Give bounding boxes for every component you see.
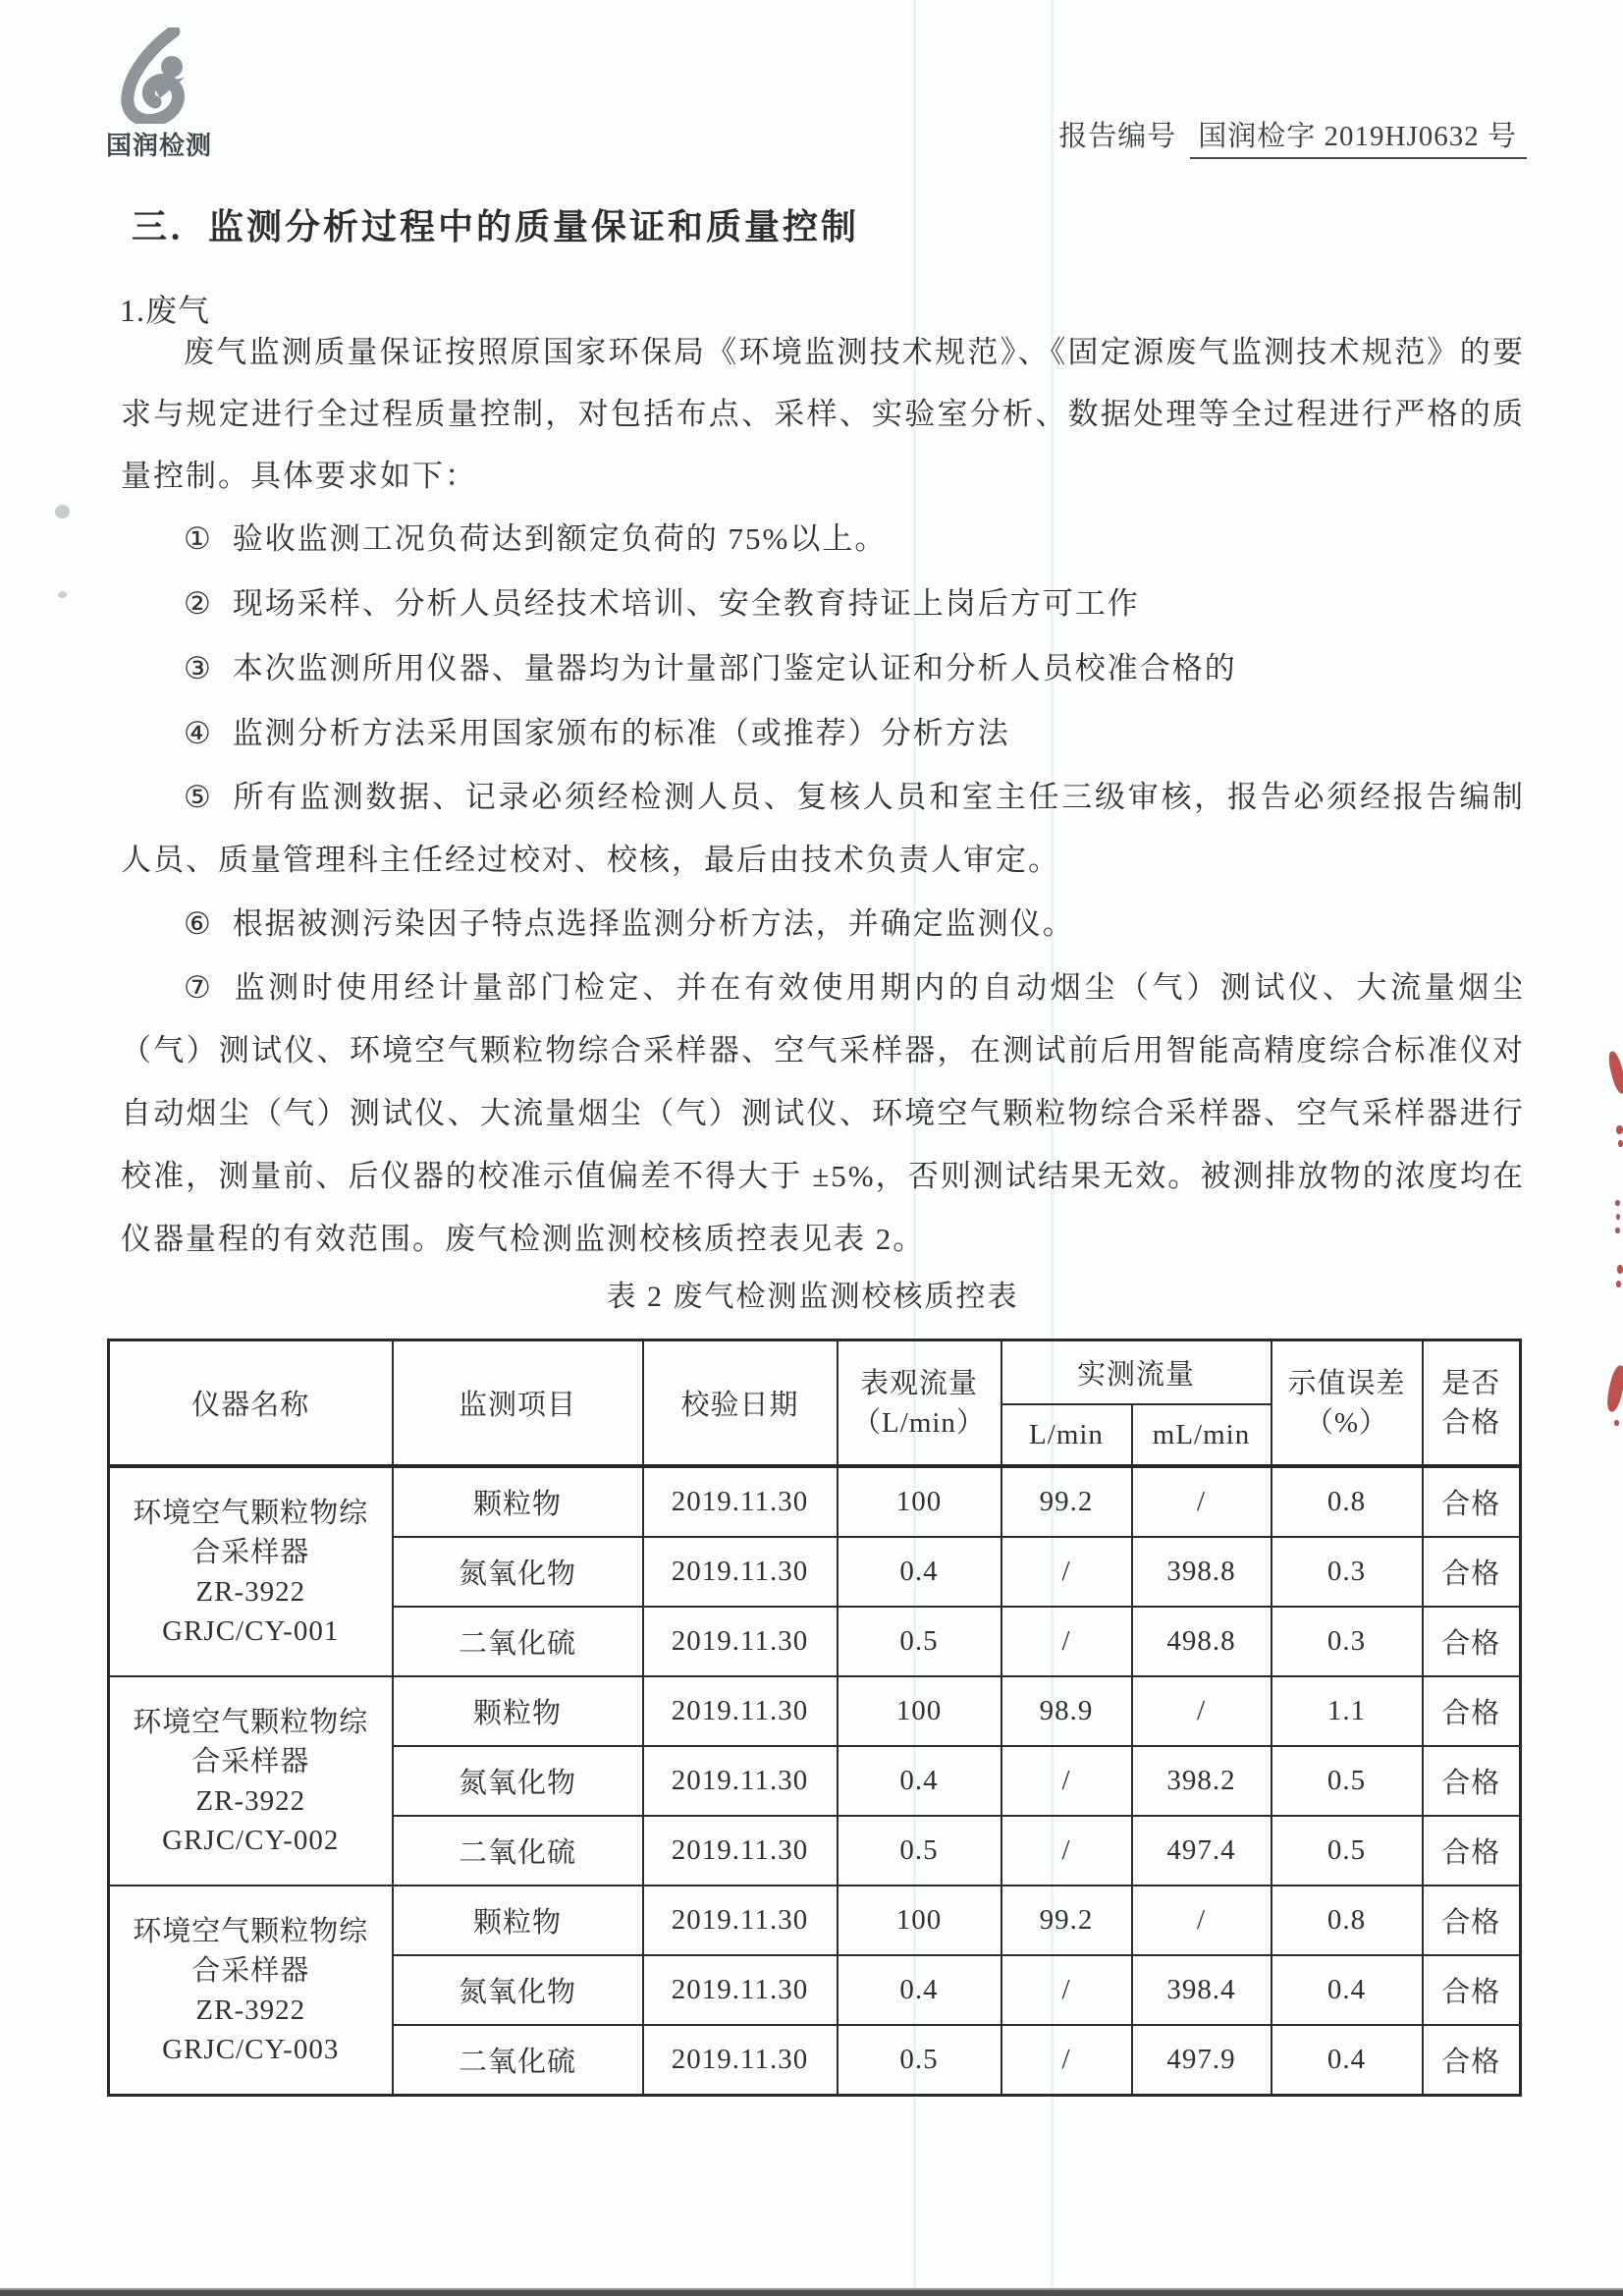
item-text: 现场采样、分析人员经技术培训、安全教育持证上岗后方可工作 (232, 586, 1140, 621)
instrument-cell-cy001 (109, 1466, 393, 1676)
cell-pass: 合格 (1423, 1466, 1521, 1537)
col-header-apparent-flow (838, 1340, 1001, 1467)
table-caption: 表 2 废气检测监测校核质控表 (606, 1281, 1019, 1313)
cell-mlmin: 398.4 (1132, 1955, 1271, 2025)
cell-date: 2019.11.30 (643, 2025, 838, 2096)
cell-date: 2019.11.30 (643, 1607, 838, 1676)
instrument-line: 环境空气颗粒物综 (133, 1915, 369, 1947)
cell-mlmin: / (1132, 1676, 1271, 1746)
cell-pass: 合格 (1423, 1816, 1521, 1886)
red-edge-mark (1614, 1420, 1619, 1426)
cell-item: 颗粒物 (393, 1466, 643, 1537)
cell-pass: 合格 (1423, 1955, 1521, 2025)
report-number-value: 国润检字 2019HJ0632 号 (1190, 121, 1527, 159)
cell-apparent: 0.5 (838, 2025, 1001, 2096)
cell-mlmin: / (1132, 1466, 1271, 1537)
col-header-pass-line1: 是否 (1441, 1367, 1501, 1399)
cell-pass: 合格 (1423, 1607, 1521, 1676)
cell-lmin: / (1001, 2025, 1132, 2096)
item-text: 监测分析方法采用国家颁布的标准（或推荐）分析方法 (232, 716, 1010, 750)
item-number: ③ (184, 651, 213, 685)
instrument-line: ZR-3922 (195, 1994, 306, 2026)
instrument-line: 环境空气颗粒物综 (133, 1497, 369, 1529)
item-text: 根据被测污染因子特点选择监测分析方法，并确定监测仪。 (232, 906, 1075, 941)
item-number: ⑤ (184, 780, 214, 814)
instrument-line: ZR-3922 (195, 1784, 306, 1817)
instrument-line: GRJC/CY-002 (162, 1824, 340, 1856)
item-text: 所有监测数据、记录必须经检测人员、复核人员和室主任三级审核，报告必须经报告编制人员、质量管理科主任经过校对、校核，最后由技术负责人审定。 (121, 780, 1525, 877)
instrument-line: GRJC/CY-001 (162, 1614, 340, 1647)
col-header-instrument: 仪器名称 (109, 1340, 393, 1467)
cell-apparent: 0.4 (838, 1746, 1001, 1816)
cell-item: 颗粒物 (393, 1886, 643, 1955)
scan-bottom-edge (0, 2288, 1623, 2296)
cell-pass: 合格 (1423, 1746, 1521, 1816)
cell-mlmin: 497.9 (1132, 2025, 1271, 2096)
red-edge-mark (1618, 1140, 1623, 1147)
cell-apparent: 0.4 (838, 1955, 1001, 2025)
col-header-measured-flow: 实测流量 (1001, 1340, 1271, 1405)
col-header-pass (1423, 1340, 1521, 1467)
item-number: ⑦ (184, 970, 215, 1005)
cell-lmin: / (1001, 1746, 1132, 1816)
qc-table (107, 1339, 1522, 2097)
cell-error: 0.5 (1271, 1746, 1423, 1816)
red-edge-mark (1616, 1125, 1623, 1134)
col-header-item: 监测项目 (393, 1340, 643, 1467)
instrument-line: GRJC/CY-003 (162, 2033, 340, 2065)
qc-item-3 (121, 636, 1525, 701)
red-edge-mark (1604, 1364, 1623, 1413)
cell-date: 2019.11.30 (643, 1746, 838, 1816)
item-number: ⑥ (184, 906, 213, 941)
table-row (109, 1886, 1521, 1955)
cell-mlmin: 497.4 (1132, 1816, 1271, 1886)
table-row (109, 1676, 1521, 1746)
instrument-line: 合采样器 (191, 1745, 310, 1777)
cell-lmin: / (1001, 1607, 1132, 1676)
instrument-cell-cy002 (109, 1676, 393, 1886)
cell-lmin: 99.2 (1001, 1886, 1132, 1955)
cell-mlmin: 398.2 (1132, 1746, 1271, 1816)
report-number-label: 报告编号 (1058, 121, 1177, 152)
col-header-lmin: L/min (1001, 1404, 1132, 1466)
table-row (109, 1466, 1521, 1537)
cell-pass: 合格 (1423, 1886, 1521, 1955)
scan-artifact (55, 505, 70, 519)
cell-error: 1.1 (1271, 1676, 1423, 1746)
logo-text: 国润检测 (106, 131, 213, 160)
cell-date: 2019.11.30 (643, 1537, 838, 1607)
cell-error: 0.5 (1271, 1816, 1423, 1886)
instrument-cell-cy003 (109, 1886, 393, 2096)
cell-apparent: 0.5 (838, 1816, 1001, 1886)
item-text: 监测时使用经计量部门检定、并在有效使用期内的自动烟尘（气）测试仪、大流量烟尘（气）测试仪、环境空气颗粒物综合采样器、空气采样器，在测试前后用智能高精度综合标准仪对自动烟尘（气）测试仪、大流量烟尘（气）测试仪、环境空气颗粒物综合采样器、空气采样器进行校准，测量前、后仪器的校准示值偏差不得大于 ±5%，否则测试结果无效。被测排放物的浓度均在仪器量程的有效范围。废气检测监测校核质控表见表 2。 (121, 970, 1525, 1256)
cell-item: 氮氧化物 (393, 1537, 643, 1607)
instrument-line: 合采样器 (191, 1536, 310, 1568)
red-edge-mark (1615, 1228, 1620, 1233)
cell-date: 2019.11.30 (643, 1955, 838, 2025)
cell-date: 2019.11.30 (643, 1886, 838, 1955)
col-header-error-line2: （%） (1304, 1406, 1389, 1439)
cell-error: 0.3 (1271, 1607, 1423, 1676)
cell-item: 氮氧化物 (393, 1746, 643, 1816)
red-edge-mark (1616, 1281, 1621, 1287)
report-number (1058, 114, 1527, 154)
item-text: 验收监测工况负荷达到额定负荷的 75%以上。 (232, 521, 888, 556)
instrument-line: 合采样器 (191, 1954, 310, 1987)
item-number: ① (184, 521, 213, 556)
col-header-pass-line2: 合格 (1441, 1406, 1501, 1439)
qc-item-5 (121, 766, 1525, 892)
cell-mlmin: / (1132, 1886, 1271, 1955)
item-number: ② (184, 586, 213, 621)
cell-apparent: 0.5 (838, 1607, 1001, 1676)
cell-apparent: 100 (838, 1466, 1001, 1537)
company-logo (106, 27, 212, 162)
cell-lmin: / (1001, 1816, 1132, 1886)
cell-item: 二氧化硫 (393, 1607, 643, 1676)
logo-mark-icon (106, 27, 212, 124)
qc-item-4 (121, 701, 1525, 766)
item-number: ④ (184, 716, 213, 750)
col-header-date: 校验日期 (643, 1340, 838, 1467)
qc-item-2 (121, 572, 1525, 636)
subsection-heading: 1.废气 (120, 293, 211, 328)
cell-lmin: / (1001, 1537, 1132, 1607)
cell-date: 2019.11.30 (643, 1816, 838, 1886)
cell-error: 0.4 (1271, 2025, 1423, 2096)
cell-lmin: 99.2 (1001, 1466, 1132, 1537)
instrument-line: ZR-3922 (195, 1575, 306, 1608)
cell-item: 颗粒物 (393, 1676, 643, 1746)
cell-error: 0.4 (1271, 1955, 1423, 2025)
cell-pass: 合格 (1423, 1537, 1521, 1607)
instrument-line: 环境空气颗粒物综 (133, 1706, 369, 1738)
qc-item-6 (121, 892, 1525, 957)
cell-error: 0.3 (1271, 1537, 1423, 1607)
body-text (121, 321, 1525, 1271)
cell-item: 二氧化硫 (393, 2025, 643, 2096)
red-edge-mark (1615, 1200, 1620, 1206)
cell-mlmin: 398.8 (1132, 1537, 1271, 1607)
item-text: 本次监测所用仪器、量器均为计量部门鉴定认证和分析人员校准合格的 (232, 651, 1237, 685)
cell-item: 二氧化硫 (393, 1816, 643, 1886)
qc-item-7 (121, 957, 1525, 1271)
cell-apparent: 100 (838, 1676, 1001, 1746)
col-header-error (1271, 1340, 1423, 1467)
cell-apparent: 100 (838, 1886, 1001, 1955)
scan-artifact (58, 591, 67, 598)
red-edge-mark (1616, 1214, 1620, 1220)
section-heading: 三．监测分析过程中的质量保证和质量控制 (132, 207, 860, 246)
cell-item: 氮氧化物 (393, 1955, 643, 2025)
col-header-mlmin: mL/min (1132, 1404, 1271, 1466)
qc-item-1 (121, 507, 1525, 572)
cell-pass: 合格 (1423, 2025, 1521, 2096)
cell-apparent: 0.4 (838, 1537, 1001, 1607)
cell-date: 2019.11.30 (643, 1676, 838, 1746)
col-header-error-line1: 示值误差 (1287, 1367, 1406, 1399)
cell-error: 0.8 (1271, 1466, 1423, 1537)
cell-mlmin: 498.8 (1132, 1607, 1271, 1676)
intro-paragraph: 废气监测质量保证按照原国家环保局《环境监测技术规范》、《固定源废气监测技术规范》的要求与规定进行全过程质量控制，对包括布点、采样、实验室分析、数据处理等全过程进行严格的质量控制。具体要求如下： (121, 335, 1525, 493)
cell-lmin: / (1001, 1955, 1132, 2025)
red-edge-mark (1606, 1050, 1623, 1095)
cell-error: 0.8 (1271, 1886, 1423, 1955)
red-edge-mark (1617, 1265, 1623, 1274)
cell-lmin: 98.9 (1001, 1676, 1132, 1746)
cell-date: 2019.11.30 (643, 1466, 838, 1537)
col-header-apparent-flow-line2: （L/min） (852, 1406, 986, 1439)
col-header-apparent-flow-line1: 表观流量 (859, 1367, 978, 1399)
cell-pass: 合格 (1423, 1676, 1521, 1746)
